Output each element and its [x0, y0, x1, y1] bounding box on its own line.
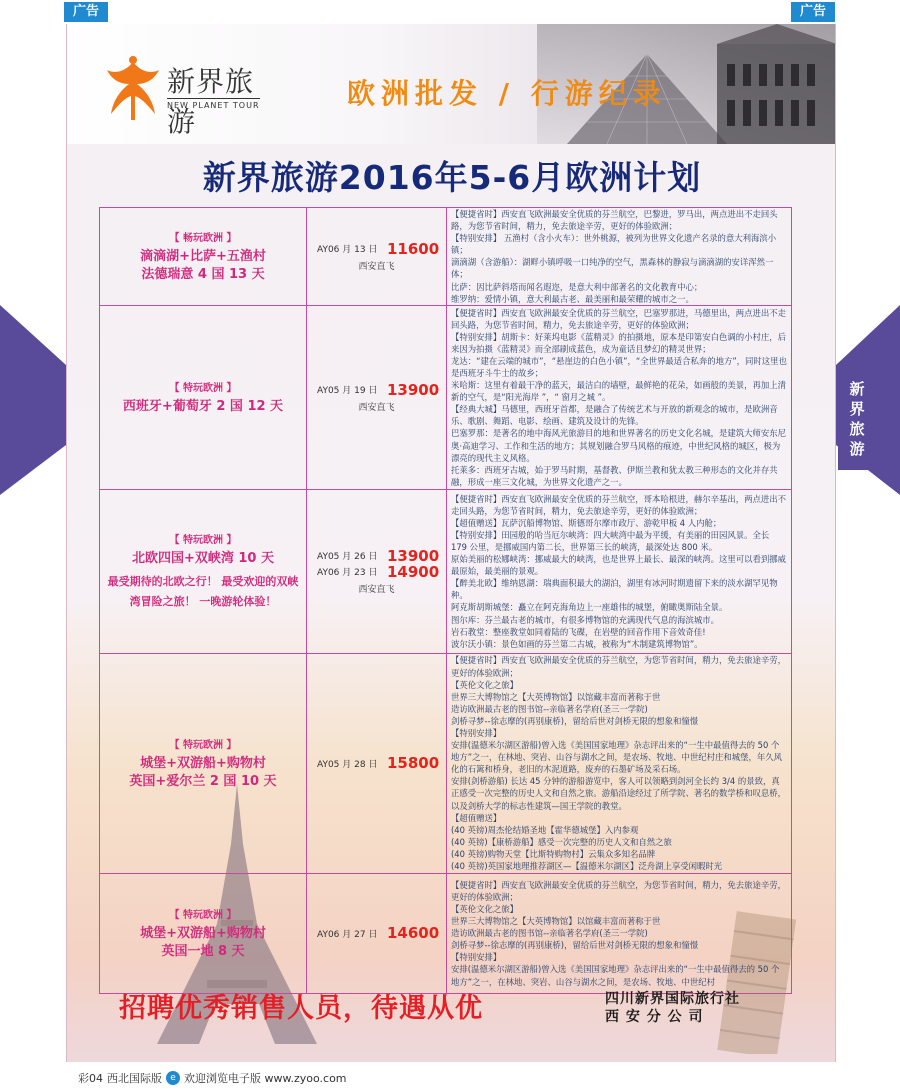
page-number: 彩04: [78, 1072, 103, 1085]
desc-line: 【特别安排】田园般的哈当厄尔峡湾：四大峡湾中最为平缓，有美丽的田园风景。全长 179 公里，是挪威国内第二长，世界第三长的峡湾，最深处达 800 米。: [451, 529, 770, 553]
tour-description: [447, 653, 792, 873]
tour-route: 北欧四国+双峡湾 10 天: [131, 550, 275, 566]
logo-chinese: 新界旅游: [167, 65, 255, 138]
company-branch-line: 西 安 分 公 司: [605, 1009, 704, 1025]
tour-row: [100, 873, 792, 993]
page-title: 新界旅游2016年5-6月欧洲计划: [202, 158, 702, 197]
tour-tag: 【 畅玩欧洲 】: [169, 232, 237, 244]
departure-code: AY06 月 27 日: [317, 929, 378, 940]
desc-line: 【醉美北欧】维纳恩湖：瑞典面积最大的湖泊，湖里有冰河时期遗留下来的淡水湖罕见物种。: [451, 578, 778, 601]
desc-line: 造访欧洲最古老的图书馆--亲临著名学府(圣三一学院): [451, 703, 648, 714]
desc-line: 岩石教堂：整座教堂如同着陆的飞碟，在岩壁的回音作用下音效奇佳!: [451, 626, 706, 637]
tour-price: 13900: [387, 546, 440, 565]
desc-line: 米哈斯：这里有着最干净的蓝天，最洁白的墙壁，最鲜艳的花朵，如画般的美景，再加上清新的空气，是“阳光海岸 ”，“ 窗月之城 ”。: [451, 380, 786, 403]
tour-route: 法德瑞意 4 国 13 天: [141, 266, 265, 282]
desc-line: 剑桥寻梦--徐志摩的(再别康桥)，留给后世对剑桥无限的想象和憧憬: [451, 940, 699, 951]
recruitment-slogan: 招聘优秀销售人员，待遇从优: [119, 993, 483, 1024]
tour-price: 11600: [387, 239, 440, 258]
tour-route: 滴滴湖+比萨+五渔村: [140, 248, 266, 264]
desc-line: 图尔库：芬兰最古老的城市，有很多博物馆的充满现代气息的海滨城市。: [451, 614, 719, 625]
tour-date-cell: [307, 653, 447, 873]
tour-route: 城堡+双游船+购物村: [140, 925, 266, 941]
advertisement-page: [66, 24, 836, 1062]
desc-line: 【便捷省时】西安直飞欧洲最安全优质的芬兰航空，巴黎进，罗马出，两点进出不走回头路，为您节省时间，精力，免去旅途辛劳，更好的体验欧洲；: [451, 209, 778, 232]
tour-tag: 【 特玩欧洲 】: [169, 909, 237, 921]
tour-name-cell: [100, 489, 307, 653]
desc-line: (40 英镑)英国家地理推荐湖区—【温德米尔湖区】泛舟湖上享受闲暇时光: [451, 861, 723, 871]
side-tab-char: 旅: [849, 420, 865, 438]
logo: [103, 54, 273, 138]
desc-line: 【特别安排】: [451, 727, 502, 738]
desc-line: 安排(温德米尔湖区游船)曾入选《美国国家地理》杂志评出来的“一生中最值得去的 50 个地方”之一，在林地、突岩、山谷与湖水之间，是农场、牧地、中世纪村: [451, 964, 780, 987]
desc-line: (40 英镑)购物天堂【比斯特购物村】云集众多知名品牌: [451, 848, 656, 859]
tour-row: [100, 489, 792, 653]
desc-line: 【超值赠送】: [451, 812, 502, 823]
tour-name-cell: [100, 653, 307, 873]
tour-price: 13900: [387, 380, 440, 399]
desc-line: 【英伦文化之旅】: [451, 679, 518, 690]
desc-line: 【特别安排】 五渔村（含小火车）：世外桃源，被列为世界文化遗产名录的意大利海滨小镇；: [451, 233, 777, 256]
desc-line: 阿克斯胡斯城堡：矗立在阿克海角边上一座雄伟的城堡，俯瞰奥斯陆全景。: [451, 602, 728, 613]
departure-code: AY05 月 28 日: [317, 759, 378, 770]
tour-name-cell: [100, 873, 307, 993]
desc-line: 龙达：“建在云端的城市”，“悬崖边的白色小镇”，“全世界最适合私奔的地方”，同时这里也是西班牙斗牛士的故乡；: [451, 355, 787, 379]
desc-line: 【特别安排】: [451, 952, 502, 963]
desc-line: 【超值赠送】瓦萨沉船博物馆、斯德哥尔摩市政厅、游乾甲板 4 人内舱；: [451, 517, 722, 528]
departure-city: 西安直飞: [358, 584, 395, 595]
tour-description: [447, 489, 792, 653]
tour-route: 英国+爱尔兰 2 国 10 天: [129, 773, 277, 789]
tour-slogan: 最受期待的北欧之行！ 最受欢迎的双峡: [107, 574, 299, 588]
desc-line: 滴滴湖（含游船）：湖畔小镇呼吸一口纯净的空气，黑森林的静寂与滴滴湖的安详浑然一体；: [451, 257, 774, 280]
title-band: [67, 144, 836, 204]
desc-line: 托莱多：西班牙古城，始于罗马时期，基督教、伊斯兰教和犹太教三种形态的文化并存共融，形成一座三文化城，为世界文化遗产之一。: [451, 464, 778, 487]
departure-city: 西安直飞: [358, 261, 395, 272]
tour-row: [100, 653, 792, 873]
tour-price: 14900: [387, 562, 440, 581]
website-link[interactable]: 欢迎浏览电子版 www.zyoo.com: [184, 1072, 347, 1085]
tour-row: [100, 305, 792, 489]
desc-line: 【便捷省时】西安直飞欧洲最安全优质的芬兰航空，为您节省时间，精力，免去旅途辛劳，更好的体验欧洲；: [451, 655, 786, 678]
side-tab-char: 游: [849, 440, 865, 458]
departure-code: AY05 月 19 日: [317, 386, 378, 397]
left-side-decoration: [0, 305, 66, 495]
desc-line: 比萨：因比萨斜塔而闻名遐迩，是意大利中部著名的文化教育中心；: [451, 281, 703, 292]
tour-tag: 【 特玩欧洲 】: [169, 382, 237, 394]
tour-slogan: 湾冒险之旅！ 一晚游轮体验！: [129, 594, 277, 608]
departure-code: AY06 月 13 日: [317, 245, 378, 256]
tour-route: 西班牙+葡萄牙 2 国 12 天: [122, 398, 284, 414]
ad-label-left: 广告: [64, 2, 108, 22]
desc-line: 世界三大博物馆之【大英博物馆】以馆藏丰富而著称于世: [451, 691, 661, 702]
tour-date-cell: [307, 873, 447, 993]
tour-description: [447, 873, 792, 993]
desc-line: 造访欧洲最古老的图书馆--亲临著名学府(圣三一学院): [451, 928, 648, 939]
tour-route: 英国一地 8 天: [161, 943, 245, 959]
tour-price: 15800: [387, 754, 440, 773]
desc-line: 维罗纳：爱情小镇，意大利最古老、最美丽和最荣耀的城市之一。: [451, 293, 694, 304]
desc-line: 安排(温德米尔湖区游船)曾入选《美国国家地理》杂志评出来的“一生中最值得去的 50 个地方”之一，在林地、突岩、山谷与湖水之间，是农场、牧地、中世纪村庄和城堡，年久风化的石篱和桥身，老旧的木泥道路，废弃的石墨矿场及采石场。: [451, 740, 782, 775]
desc-line: 安排(剑桥游船) 长达 45 分钟的游船游览中，客人可以领略到剑河全长约 3/4 的景致，真正感受一次完整的历史人文和自然之旅。游船沿途经过了所学院、著名的数学桥和叹息桥，以及剑桥大学的标志性建筑—国王学院的教堂。: [451, 776, 786, 811]
tour-name-cell: [100, 208, 307, 306]
tour-date-cell: [307, 208, 447, 306]
section-name: 西北国际版: [107, 1072, 162, 1085]
desc-line: 【英伦文化之旅】: [451, 904, 518, 915]
footer: [78, 1070, 347, 1086]
desc-line: 【便捷省时】西安直飞欧洲最安全优质的芬兰航空，哥本哈根进，赫尔辛基出，两点进出不走回头路，为您节省时间，精力，免去旅途辛劳，更好的体验欧洲；: [451, 493, 786, 516]
side-tab-char: 界: [849, 400, 865, 418]
tour-name-cell: [100, 305, 307, 489]
desc-line: 巴塞罗那：是著名的地中海风光旅游目的地和世界著名的历史文化名城，是建筑大师安东尼奥·高迪学习、工作和生活的地方；其规划融合罗马风格的痕迹，中世纪风格的城区，极为漂亮的现代主义风格。: [451, 428, 786, 463]
departure-city: 西安直飞: [358, 402, 395, 413]
side-tab: [838, 372, 900, 470]
tour-tag: 【 特玩欧洲 】: [169, 739, 237, 751]
desc-line: 【便捷省时】西安直飞欧洲最安全优质的芬兰航空，巴塞罗那进，马德里出，两点进出不走回头路，为您节省时间，精力，免去旅途辛劳，更好的体验欧洲；: [451, 307, 786, 330]
company-name: [605, 990, 740, 1026]
tour-description: [447, 208, 792, 306]
tour-plans-table: [99, 207, 792, 994]
tour-date-cell: [307, 489, 447, 653]
tour-description: [447, 305, 792, 489]
departure-code: AY05 月 26 日: [317, 552, 378, 563]
desc-line: (40 英镑)【康桥游船】感受一次完整的历史人文和自然之旅: [451, 836, 672, 847]
tour-row: [100, 208, 792, 306]
company-name-line: 四川新界国际旅行社: [605, 991, 740, 1007]
desc-line: 原始美丽的松娜峡湾：挪威最大的峡湾，也是世界上最长、最深的峡湾。这里可以看到挪威最原始，最美丽的景观。: [451, 554, 786, 577]
tour-price: 14600: [387, 924, 440, 943]
ad-label-right: 广告: [791, 2, 835, 22]
departure-code: AY06 月 23 日: [317, 568, 378, 579]
desc-line: 剑桥寻梦--徐志摩的(再别康桥)，留给后世对剑桥无限的想象和憧憬: [451, 715, 699, 726]
side-tab-char: 新: [849, 380, 865, 398]
desc-line: (40 英镑)周杰伦结婚圣地【霍华德城堡】入内参观: [451, 824, 639, 835]
logo-english: NEW PLANET TOUR: [167, 98, 260, 110]
desc-line: 【特别安排】胡斯卡：好莱坞电影《蓝精灵》的拍摄地，原本是印第安白色调的小村庄，后来因为拍摄《蓝精灵》而全部刷成蓝色，成为童话且梦幻的精灵世界；: [451, 331, 786, 354]
header: [67, 24, 836, 144]
desc-line: 【经典大城】马德里，西班牙首都，是融合了传统艺术与开放的新观念的城市，是欧洲音乐、歌剧、舞蹈、电影、绘画、建筑及设计的先锋。: [451, 404, 778, 427]
banner-slogan: 欧洲批发 / 行游纪录: [347, 77, 667, 110]
tour-route: 城堡+双游船+购物村: [140, 755, 266, 771]
tour-tag: 【 特玩欧洲 】: [169, 534, 237, 546]
desc-line: 世界三大博物馆之【大英博物馆】以馆藏丰富而著称于世: [451, 916, 661, 927]
desc-line: 【便捷省时】西安直飞欧洲最安全优质的芬兰航空，为您节省时间，精力，免去旅途辛劳，更好的体验欧洲；: [451, 879, 786, 902]
tour-date-cell: [307, 305, 447, 489]
phoenix-logo-icon: [103, 54, 163, 122]
desc-line: 波尔沃小镇：景色如画的芬兰第二古城，被称为“木制建筑博物馆”。: [451, 638, 703, 649]
website-icon: e: [166, 1071, 180, 1085]
